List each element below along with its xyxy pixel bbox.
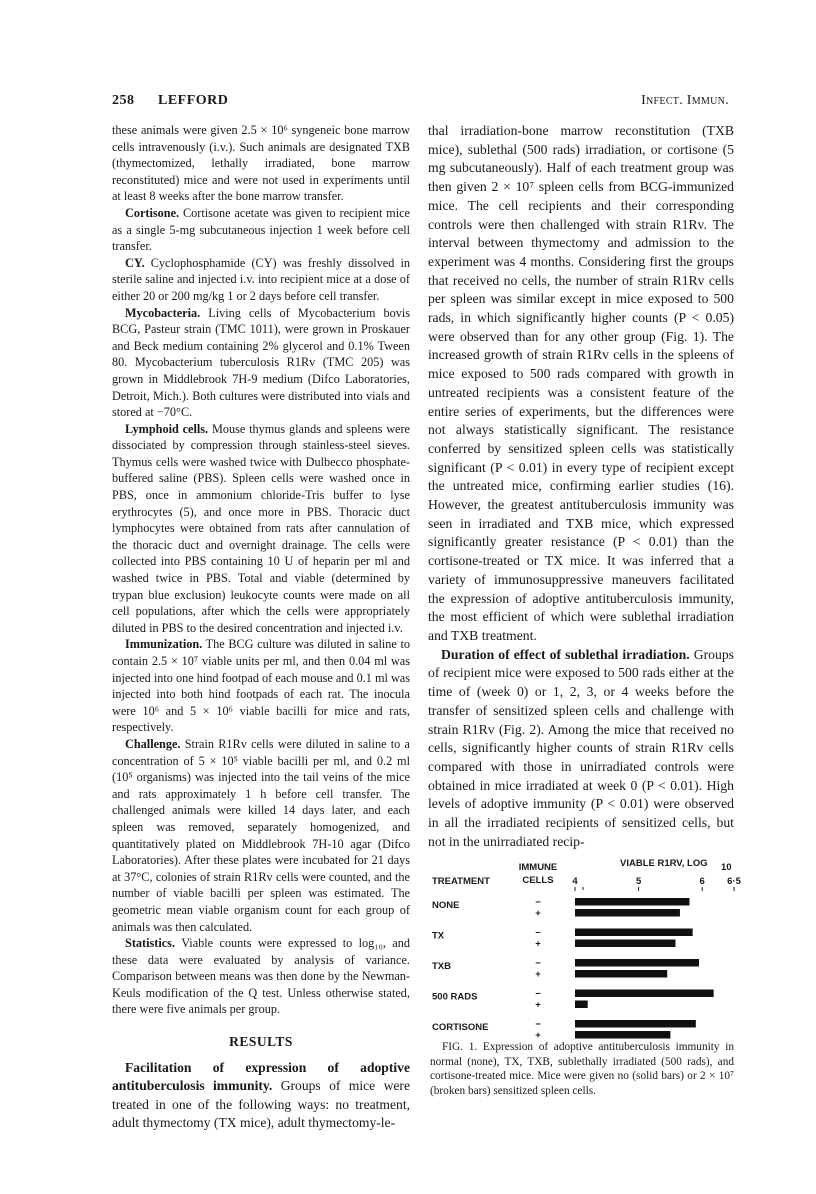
paragraph-results-continued: thal irradiation-bone marrow reconstitution (TXB mice), sublethal (500 rads) irradiation, or cortisone (5 mg subcutaneously). Half of each treatment group was then given 2 × 10⁷ spleen cells from BCG-immunized mice. The cell recipients and their corresponding controls were then challenged with strain R1Rv. The interval between thymectomy and admission to the experiment was 4 months. Considering first the groups that received no cells, the number of strain R1Rv cells per spleen was similar except in mice exposed to 500 rads, in which significantly higher counts (P < 0.05) were observed than for any other group (Fig. 1). The increased growth of strain R1Rv cells in the spleens of mice exposed to 500 rads compared with growth in untreated recipients was a consistent feature of the entire series of experiments, but the differences were not always statistically significant. The resistance conferred by sensitized spleen cells was statistically significant (P < 0.01) in every type of recipient except the untreated mice, confirming earlier studies (16). However, the greatest antituberculosis immunity was seen in irradiated and TXB mice, which expressed significantly greater resistance (P < 0.01) than the cortisone-treated or TX mice. It was inferred that a variety of immunosuppressive maneuvers facilitated the expression of adoptive antituberculosis immunity, the most efficient of which were sublethal irradiation and TXB treatment. — [428, 123, 734, 643]
text-lymphoid: Mouse thymus glands and spleens were dissociated by compression through stainless-steel sieves. Thymus cells were washed twice with Dulbecco phosphate-buffered saline (PBS). Spleen cells were washed once in PBS, once in ammonium chloride-Tris buffer to lyse erythrocytes (5), and once more in PBS. Thoracic duct lymphocytes were obtained from rats after cannulation of the thoracic duct and overnight drainage. The cells were collected into PBS containing 10 U of heparin per ml and washed twice in PBS. Total and viable (determined by trypan blue exclusion) leukocyte counts were made on all cell populations, after which the cells were appropriately diluted in PBS to the desired concentration and injected i.v. — [112, 421, 410, 635]
immune-sign-minus-4: − — [535, 1019, 541, 1030]
bar-no-cells-4 — [575, 1020, 696, 1028]
immune-sign-plus-3: + — [535, 999, 541, 1011]
treatment-header: TREATMENT — [432, 876, 490, 887]
immune-sign-minus-1: − — [535, 927, 541, 939]
tick-label-6: 6 — [699, 876, 705, 887]
heading-challenge: Challenge. — [125, 736, 181, 751]
text-duration: Groups of recipient mice were exposed to 500 rads either at the time of (week 0) or 1, 2, 3, or 4 weeks before the transfer of sensitized spleen cells and challenge with strain R1Rv (Fig. 2). Among the mice that received no cells, significantly higher counts of strain R1Rv cells compared with those in unirradiated controls were obtained in mice irradiated at week 0 (P < 0.01). High levels of adoptive immunity (P < 0.01) were observed in all the irradiated recipients of sensitized cells, but not in the unirradiated recip- — [428, 646, 734, 849]
x-axis-label: VIABLE R1RV, LOG — [620, 858, 708, 869]
text-facilitation: Groups of mice were treated in one of the following ways: no treatment, adult thymectomy (TX mice), adult thymectomy-le- — [112, 1078, 410, 1131]
left-column — [112, 122, 410, 1133]
journal-name: Infect. Immun. — [641, 93, 729, 108]
paragraph-immunization — [112, 636, 410, 736]
page-number: 258 — [112, 93, 135, 108]
bar-immune-cells-3 — [575, 1001, 588, 1009]
bar-no-cells-0 — [575, 898, 689, 906]
immune-sign-minus-3: − — [535, 988, 541, 1000]
figure-1-chart — [430, 856, 750, 1042]
heading-mycobacteria: Mycobacteria. — [125, 305, 201, 320]
bar-no-cells-1 — [575, 929, 693, 937]
bar-immune-cells-4 — [575, 1031, 670, 1039]
immune-sign-plus-0: + — [535, 908, 541, 919]
treatment-label-tx: TX — [432, 930, 445, 942]
bar-no-cells-3 — [575, 990, 714, 998]
text-statistics: Viable counts were expressed to log₁₀, and these data were evaluated by analysis of variance. Comparison between means was then done by the Newman-Keuls modification of the Q test. Unless otherwise stated, there were five animals per group. — [112, 936, 410, 1017]
bar-immune-cells-1 — [575, 940, 675, 948]
immune-sign-plus-1: + — [535, 938, 541, 950]
paragraph-mycobacteria — [112, 305, 410, 421]
immune-sign-minus-2: − — [535, 958, 541, 969]
treatment-label-txb: TXB — [432, 961, 451, 972]
page-header — [112, 93, 729, 115]
paragraph-txb: these animals were given 2.5 × 10⁶ syngeneic bone marrow cells intravenously (i.v.). Such animals are designated TXB (thymectomized, lethally irradiated, bone marrow reconstituted) mice and were not used in experiments until at least 8 weeks after the bone marrow transfer. — [112, 123, 410, 204]
treatment-label-cortisone: CORTISONE — [432, 1022, 489, 1033]
bar-no-cells-2 — [575, 959, 699, 967]
right-column — [428, 122, 734, 851]
heading-duration: Duration of effect of sublethal irradiation. — [441, 646, 690, 662]
tick-label-4: 4 — [572, 876, 578, 887]
paragraph-statistics — [112, 935, 410, 1018]
paragraph-cortisone — [112, 205, 410, 255]
caption-text: FIG. 1. Expression of adoptive antituberculosis immunity in normal (none), TX, TXB, sublethally irradiated (500 rads), and cortisone-treated mice. Mice were given no (solid bars) or 2 × 10⁷ (broken bars) sensitized spleen cells. — [430, 1041, 734, 1097]
heading-immunization: Immunization. — [125, 637, 203, 652]
tick-label-5: 5 — [635, 876, 642, 887]
paragraph-facilitation — [112, 1059, 410, 1133]
tick-label-6·5: 6·5 — [727, 876, 741, 887]
figure-1-caption — [430, 1040, 734, 1098]
bar-immune-cells-2 — [575, 970, 667, 978]
bar-immune-cells-0 — [575, 909, 680, 917]
immune-sign-plus-2: + — [535, 969, 541, 980]
immune-sign-minus-0: − — [535, 897, 541, 908]
treatment-label-none: NONE — [432, 900, 460, 911]
immune-sign-plus-4: + — [535, 1030, 541, 1041]
paragraph-cy — [112, 255, 410, 305]
text-cy: Cyclophosphamide (CY) was freshly dissolved in sterile saline and injected i.v. into recipient mice at a dose of either 20 or 200 mg/kg 1 or 2 days before cell transfer. — [112, 255, 410, 303]
text-cortisone: Cortisone acetate was given to recipient mice as a single 5-mg subcutaneous injection 1 week before cell transfer. — [112, 205, 410, 254]
paragraph-lymphoid — [112, 421, 410, 637]
heading-cy: CY. — [125, 255, 145, 270]
heading-cortisone: Cortisone. — [125, 205, 180, 220]
heading-lymphoid: Lymphoid cells. — [125, 421, 209, 436]
text-challenge: Strain R1Rv cells were diluted in saline to a concentration of 5 × 10⁵ viable bacilli per ml, and 0.2 ml (10⁵ organisms) was injected into the tail veins of the mice and rats approximately 1 h before cell transfer. The challenged animals were killed 14 days later, and each spleen was removed, separately homogenized, and quantitatively plated on Middlebrook 7H-10 agar (Difco Laboratories). After these plates were incubated for 21 days at 37°C, colonies of strain R1Rv cells were counted, and the number of viable bacilli per spleen was estimated. The geometric mean viable organism count for each group of animals was then calculated. — [112, 736, 410, 934]
x-axis-label-subscript: 10 — [721, 862, 732, 873]
section-title-results: RESULTS — [229, 1034, 293, 1050]
heading-statistics: Statistics. — [125, 936, 176, 951]
immune-cells-header-1: IMMUNE — [518, 862, 558, 873]
paragraph-duration — [428, 646, 734, 852]
immune-cells-header-2: CELLS — [522, 875, 554, 886]
text-mycobacteria: Living cells of Mycobacterium bovis BCG, Pasteur strain (TMC 1011), were grown in Proskauer and Beck medium containing 2% glycerol and 0.1% Tween 80. Mycobacterium tuberculosis R1Rv (TMC 205) was grown in Middlebrook 7H-9 medium (Difco Laboratories, Detroit, Mich.). Both cultures were distributed into vials and stored at −70°C. — [112, 305, 410, 420]
heading-facilitation: Facilitation of expression of adoptive antituberculosis immunity. — [112, 1059, 410, 1094]
running-author: LEFFORD — [158, 93, 229, 108]
treatment-label-500-rads: 500 RADS — [432, 991, 478, 1003]
paragraph-challenge — [112, 736, 410, 935]
text-immunization: The BCG culture was diluted in saline to contain 2.5 × 10⁷ viable units per ml, and then 0.04 ml was injected into one hind footpad of each mouse and 0.1 ml was injected into both hind footpads of each rat. The inocula were 10⁶ and 5 × 10⁶ viable bacilli for mice and rats, respectively. — [112, 637, 411, 735]
